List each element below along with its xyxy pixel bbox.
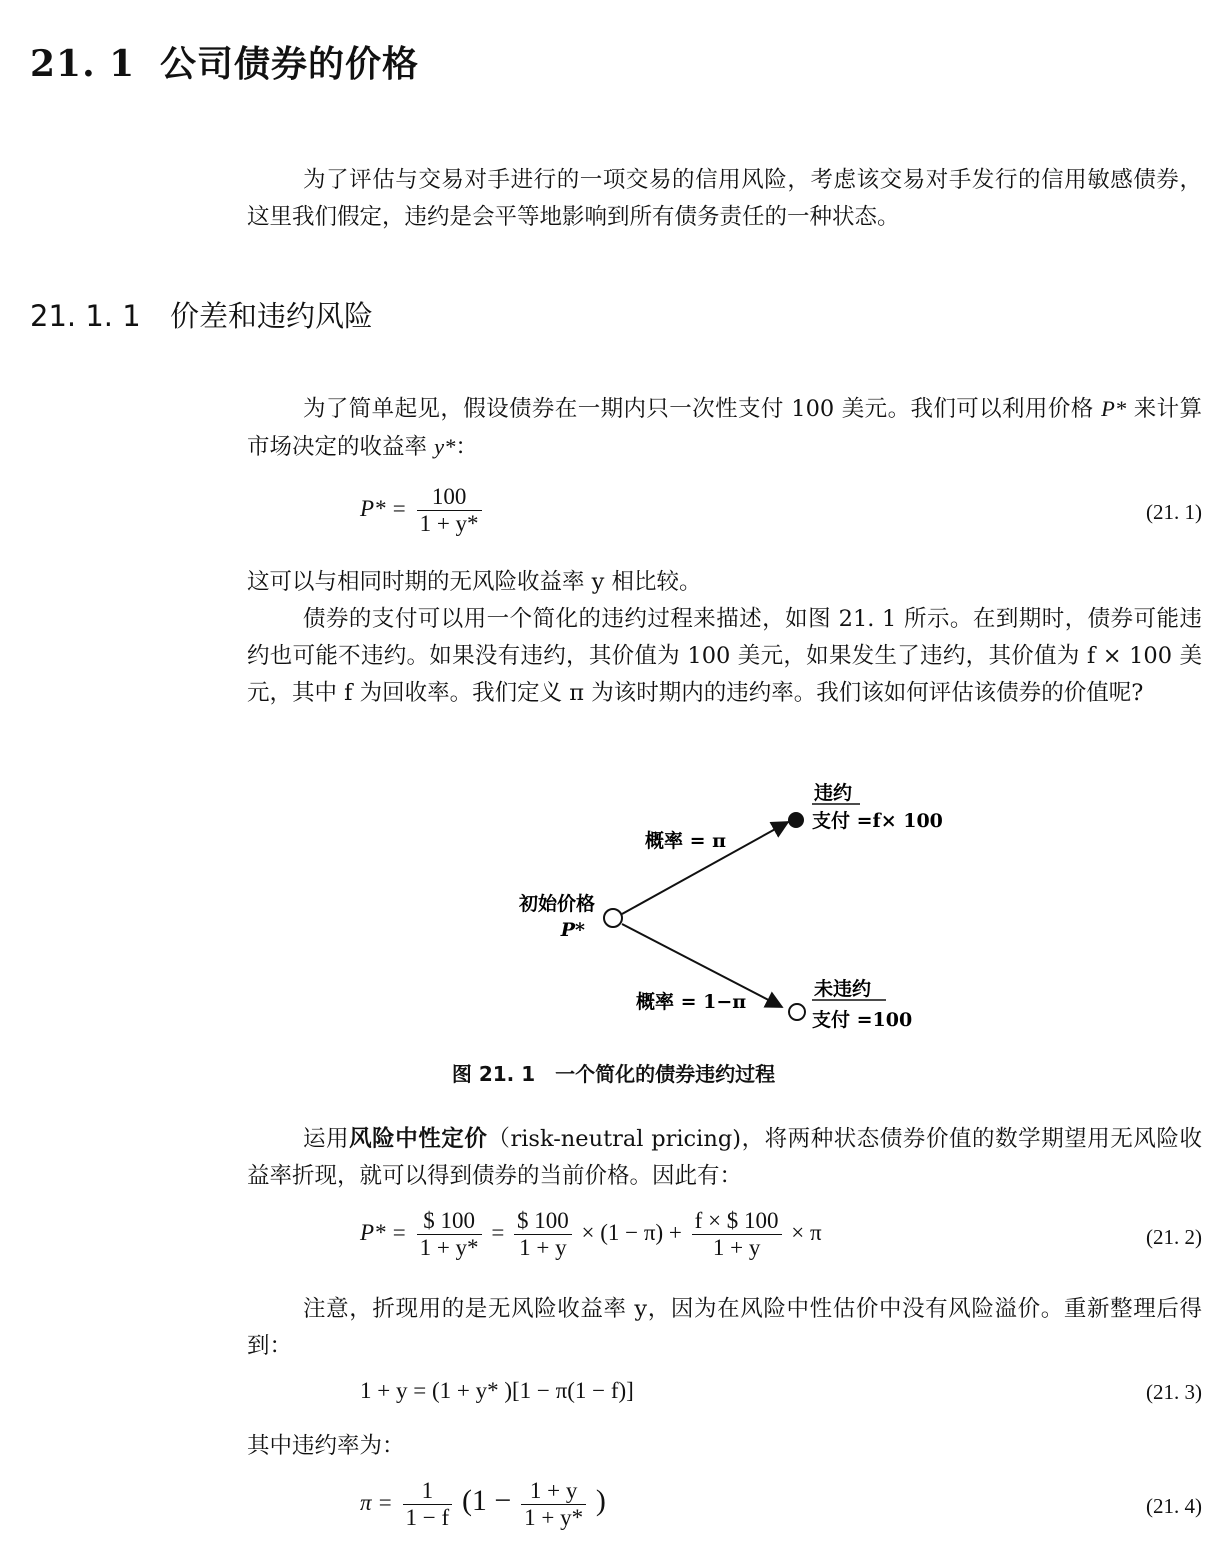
eq4-f2-numerator: 1 + y — [521, 1478, 586, 1505]
eq2-f1-numerator: $ 100 — [417, 1208, 482, 1235]
eq2-f3-denominator: 1 + y — [712, 1235, 761, 1260]
subsection-heading — [30, 294, 373, 335]
para1-text-c: ： — [455, 434, 478, 460]
eq2-f2-denominator: 1 + y — [519, 1235, 567, 1260]
paragraph-4 — [247, 1121, 1202, 1195]
para4-text-b: （risk-neutral pricing)，将两种状态债券价值的数学期望用无风险收益率折现，就可以得到债券的当前价格。因此有： — [247, 1126, 1202, 1189]
paragraph-5 — [247, 1291, 1202, 1365]
eq2-f3-numerator: f × $ 100 — [692, 1208, 782, 1235]
section-heading — [30, 36, 419, 87]
para3-text: 债券的支付可以用一个简化的违约过程来描述，如图 21. 1 所示。在到期时，债券可能违约也可能不违约。如果没有违约，其价值为 100 美元，如果发生了违约，其价值为 f × 100 美元，其中 f 为回收率。我们定义 π 为该时期内的违约率。我们该如何评估该债券的价值呢? — [247, 606, 1202, 706]
eq2-equals: = — [491, 1219, 505, 1245]
intro-paragraph — [247, 162, 1202, 236]
default-process-diagram — [490, 770, 970, 1050]
symbol-p-star: P* — [1101, 396, 1127, 421]
eq4-fraction-1 — [403, 1478, 453, 1531]
intro-text: 为了评估与交易对手进行的一项交易的信用风险，考虑该交易对手发行的信用敏感债券，这里我们假定，违约是会平等地影响到所有债务责任的一种状态。 — [247, 167, 1202, 230]
up-probability: 概率 = π — [645, 830, 727, 852]
eq2-fraction-2 — [514, 1208, 572, 1261]
eq4-f2-denominator: 1 + y* — [524, 1505, 584, 1530]
default-title: 违约 — [814, 782, 853, 804]
section-title: 公司债券的价格 — [160, 43, 420, 85]
eq1-numerator: 100 — [417, 484, 482, 511]
eq4-f1-numerator: 1 — [403, 1478, 453, 1505]
para5-text: 注意，折现用的是无风险收益率 y，因为在风险中性估价中没有风险溢价。重新整理后得到： — [247, 1296, 1202, 1359]
equation-21-4 — [360, 1478, 606, 1531]
equation-21-3: 1 + y = (1 + y* )[1 − π(1 − f)] — [360, 1378, 634, 1403]
eq1-lhs: P* = — [360, 495, 407, 521]
default-node — [788, 812, 804, 828]
eq2-f2-numerator: $ 100 — [514, 1208, 572, 1235]
no-default-payoff: 支付 =100 — [812, 1009, 913, 1031]
eq4-close: ) — [595, 1483, 606, 1517]
equation-21-1 — [360, 484, 486, 537]
eq2-label: (21. 2) — [1146, 1225, 1202, 1249]
section-number: 21. 1 — [30, 43, 136, 85]
para6-text: 其中违约率为： — [247, 1433, 405, 1459]
equation-21-2 — [360, 1208, 822, 1261]
down-probability: 概率 = 1−π — [636, 991, 747, 1013]
eq4-label: (21. 4) — [1146, 1494, 1202, 1518]
eq3-label: (21. 3) — [1146, 1380, 1202, 1404]
para1-text-a: 为了简单起见，假设债券在一期内只一次性支付 100 美元。我们可以利用价格 — [303, 396, 1102, 422]
eq2-fraction-1 — [417, 1208, 482, 1261]
subsection-title: 价差和违约风险 — [170, 299, 374, 333]
start-price: P* — [560, 919, 585, 941]
para1-text-b: 来计算市场决定的收益率 — [247, 396, 1203, 460]
no-default-title: 未违约 — [814, 978, 872, 1000]
paragraph-6 — [247, 1428, 1202, 1465]
eq1-denominator: 1 + y* — [419, 511, 479, 536]
start-node — [604, 909, 622, 927]
paragraph-2-3 — [247, 564, 1202, 712]
para4-text-a: 运用 — [303, 1126, 350, 1152]
eq2-f1-denominator: 1 + y* — [419, 1235, 479, 1260]
symbol-y-star: y* — [434, 434, 456, 459]
eq4-fraction-2 — [521, 1478, 586, 1531]
eq1-fraction — [417, 484, 482, 537]
eq2-fraction-3 — [692, 1208, 782, 1261]
no-default-node — [789, 1004, 805, 1020]
figure-caption: 图 21. 1 一个简化的债券违约过程 — [451, 1062, 776, 1086]
default-payoff: 支付 =f× 100 — [812, 810, 943, 832]
subsection-number: 21. 1. 1 — [30, 299, 141, 333]
eq2-tail: × π — [791, 1219, 822, 1245]
eq4-lhs: π = — [360, 1489, 393, 1515]
eq2-middle: × (1 − π) + — [581, 1219, 682, 1245]
eq4-f1-denominator: 1 − f — [405, 1505, 450, 1530]
para2-text: 这可以与相同时期的无风险收益率 y 相比较。 — [247, 569, 702, 595]
keyword-risk-neutral: 风险中性定价 — [349, 1126, 488, 1152]
eq2-lhs: P* = — [360, 1219, 407, 1245]
eq4-open: (1 − — [461, 1483, 512, 1517]
eq1-label: (21. 1) — [1146, 500, 1202, 524]
paragraph-1 — [247, 390, 1202, 466]
start-label: 初始价格 — [518, 893, 595, 915]
